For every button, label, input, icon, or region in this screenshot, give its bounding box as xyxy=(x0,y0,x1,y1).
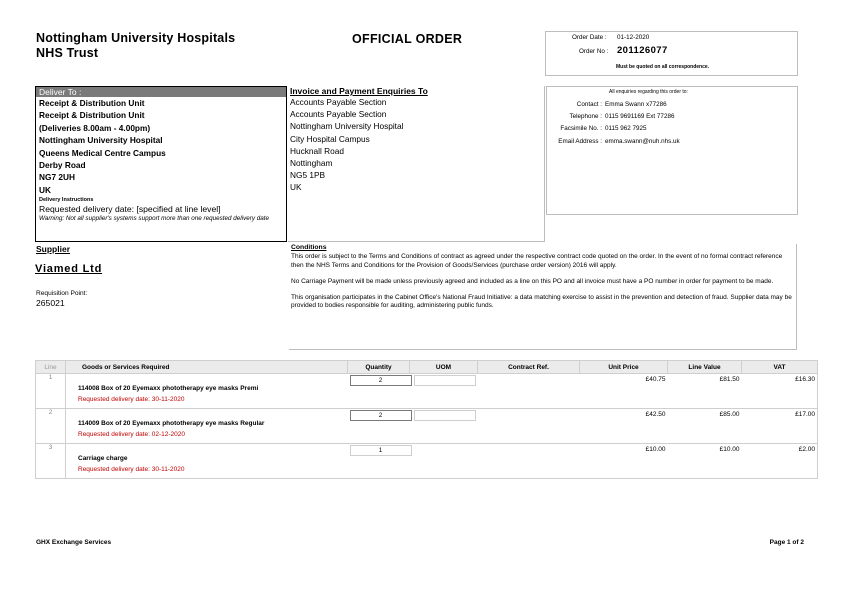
contact-label: Contact : xyxy=(576,101,602,108)
address-line: UK xyxy=(39,184,51,195)
email-value: emma.swann@nuh.nhs.uk xyxy=(605,138,680,145)
deliver-to-heading: Deliver To : xyxy=(36,87,286,97)
conditions-heading: Conditions xyxy=(291,244,327,251)
unit-price: £10.00 xyxy=(580,444,668,479)
invoice-heading: Invoice and Payment Enquiries To xyxy=(290,86,428,96)
address-line: (Deliveries 8.00am - 4.00pm) xyxy=(39,122,151,133)
invoice-line: Accounts Payable Section xyxy=(290,97,387,107)
address-line: Nottingham University Hospital xyxy=(39,135,163,146)
goods-cell xyxy=(66,409,348,444)
item-description: 114009 Box of 20 Eyemaxx phototherapy eye masks Regular xyxy=(78,420,265,427)
column-header: VAT xyxy=(742,361,818,374)
uom-cell xyxy=(410,444,478,479)
order-no-label: Order No : xyxy=(579,48,609,55)
vat-value: £16.30 xyxy=(742,374,818,409)
address-line: Receipt & Distribution Unit xyxy=(39,110,145,121)
goods-cell xyxy=(66,444,348,479)
org-line-1: Nottingham University Hospitals xyxy=(36,31,236,45)
deliver-to-address xyxy=(36,97,286,196)
address-line: Derby Road xyxy=(39,160,86,171)
vat-value: £17.00 xyxy=(742,409,818,444)
quantity-field: 2 xyxy=(350,375,412,386)
uom-field xyxy=(414,375,476,386)
page-number: Page 1 of 2 xyxy=(769,539,804,546)
column-header: Unit Price xyxy=(580,361,668,374)
quantity-cell xyxy=(348,374,410,409)
uom-cell xyxy=(410,374,478,409)
order-date: 01-12-2020 xyxy=(617,34,650,41)
delivery-warning: Warning: Not all supplier's systems support more than one requested delivery date xyxy=(39,215,269,223)
unit-price: £42.50 xyxy=(580,409,668,444)
document-title: OFFICIAL ORDER xyxy=(352,32,463,46)
contact-note: All enquiries regarding this order to: xyxy=(609,89,688,95)
uom-field xyxy=(414,410,476,421)
conditions-paragraph: No Carriage Payment will be made unless previously agreed and included as a line on this PO and all invoice must have a PO number in order for payment to be made. xyxy=(291,277,774,285)
order-number: 201126077 xyxy=(617,45,668,56)
line-number: 2 xyxy=(36,409,66,444)
column-header: Line Value xyxy=(668,361,742,374)
fax-value: 0115 962 7925 xyxy=(605,125,647,132)
quantity-field: 2 xyxy=(350,410,412,421)
requisition-point-value: 265021 xyxy=(36,298,65,308)
footer-left: GHX Exchange Services xyxy=(36,539,112,546)
quote-note: Must be quoted on all correspondence. xyxy=(616,64,710,70)
address-line: Receipt & Distribution Unit xyxy=(39,98,145,108)
vat-value: £2.00 xyxy=(742,444,818,479)
invoice-address xyxy=(288,96,544,194)
requested-delivery-text: Requested delivery date: [specified at line level] xyxy=(39,204,221,215)
address-line: Queens Medical Centre Campus xyxy=(39,147,166,158)
email-label: Email Address : xyxy=(558,138,602,145)
deliver-to-box xyxy=(35,86,287,242)
telephone-value: 0115 9691169 Ext 77286 xyxy=(605,113,675,120)
goods-cell xyxy=(66,374,348,409)
line-value: £85.00 xyxy=(668,409,742,444)
order-lines-table xyxy=(35,360,818,479)
contract-ref-cell xyxy=(478,374,580,409)
item-description: 114008 Box of 20 Eyemaxx phototherapy eye masks Premi xyxy=(78,385,259,392)
telephone-label: Telephone : xyxy=(569,113,602,120)
contract-ref-cell xyxy=(478,409,580,444)
order-details-box xyxy=(545,31,798,76)
order-date-label: Order Date : xyxy=(572,34,607,41)
supplier-name: Viamed Ltd xyxy=(35,263,103,275)
supplier-heading: Supplier xyxy=(36,244,71,254)
fax-label: Facsimile No. : xyxy=(560,125,602,132)
contact-value: Emma Swann x77286 xyxy=(605,101,667,108)
delivery-instructions-label: Delivery Instructions xyxy=(39,197,94,204)
organisation-name xyxy=(36,31,235,61)
item-delivery-date: Requested delivery date: 02-12-2020 xyxy=(78,431,185,438)
column-header: Contract Ref. xyxy=(478,361,580,374)
invoice-enquiries-box xyxy=(288,86,545,242)
invoice-line: Hucknall Road xyxy=(290,145,344,156)
contact-box xyxy=(546,86,798,215)
line-value: £10.00 xyxy=(668,444,742,479)
line-number: 1 xyxy=(36,374,66,409)
unit-price: £40.75 xyxy=(580,374,668,409)
invoice-line: NG5 1PB xyxy=(290,170,326,181)
invoice-line: UK xyxy=(290,182,302,193)
address-line: NG7 2UH xyxy=(39,172,75,183)
item-delivery-date: Requested delivery date: 30-11-2020 xyxy=(78,396,185,403)
item-description: Carriage charge xyxy=(78,455,128,462)
line-value: £81.50 xyxy=(668,374,742,409)
table-row xyxy=(36,409,818,444)
uom-cell xyxy=(410,409,478,444)
conditions-paragraph: This organisation participates in the Cabinet Office's National Fraud Initiative: a data matching exercise to assist in the prevention and detection of fraud. Supplier data may be provided to bodies responsible for auditing, administering public funds. xyxy=(291,294,792,310)
line-number: 3 xyxy=(36,444,66,479)
quantity-field: 1 xyxy=(350,445,412,456)
column-header: Quantity xyxy=(348,361,410,374)
invoice-line: City Hospital Campus xyxy=(290,133,370,144)
contract-ref-cell xyxy=(478,444,580,479)
column-header: Goods or Services Required xyxy=(66,361,348,374)
requisition-point-label: Requisition Point: xyxy=(36,290,88,297)
conditions-paragraph: This order is subject to the Terms and Conditions of contract as agreed under the respective contract code quoted on the order. In the event of no formal contract reference then the NHS Terms and Conditions for the Provision of Goods/Services (purchase order version) 2016 will apply. xyxy=(291,253,783,269)
table-row xyxy=(36,444,818,479)
item-delivery-date: Requested delivery date: 30-11-2020 xyxy=(78,466,185,473)
table-header-row xyxy=(36,361,818,374)
conditions-box xyxy=(289,244,797,350)
invoice-line: Nottingham University Hospital xyxy=(290,121,404,132)
invoice-line: Accounts Payable Section xyxy=(290,109,387,120)
quantity-cell xyxy=(348,444,410,479)
column-header: UOM xyxy=(410,361,478,374)
column-header: Line xyxy=(36,361,66,374)
table-row xyxy=(36,374,818,409)
quantity-cell xyxy=(348,409,410,444)
org-line-2: NHS Trust xyxy=(36,46,99,60)
invoice-line: Nottingham xyxy=(290,158,333,169)
